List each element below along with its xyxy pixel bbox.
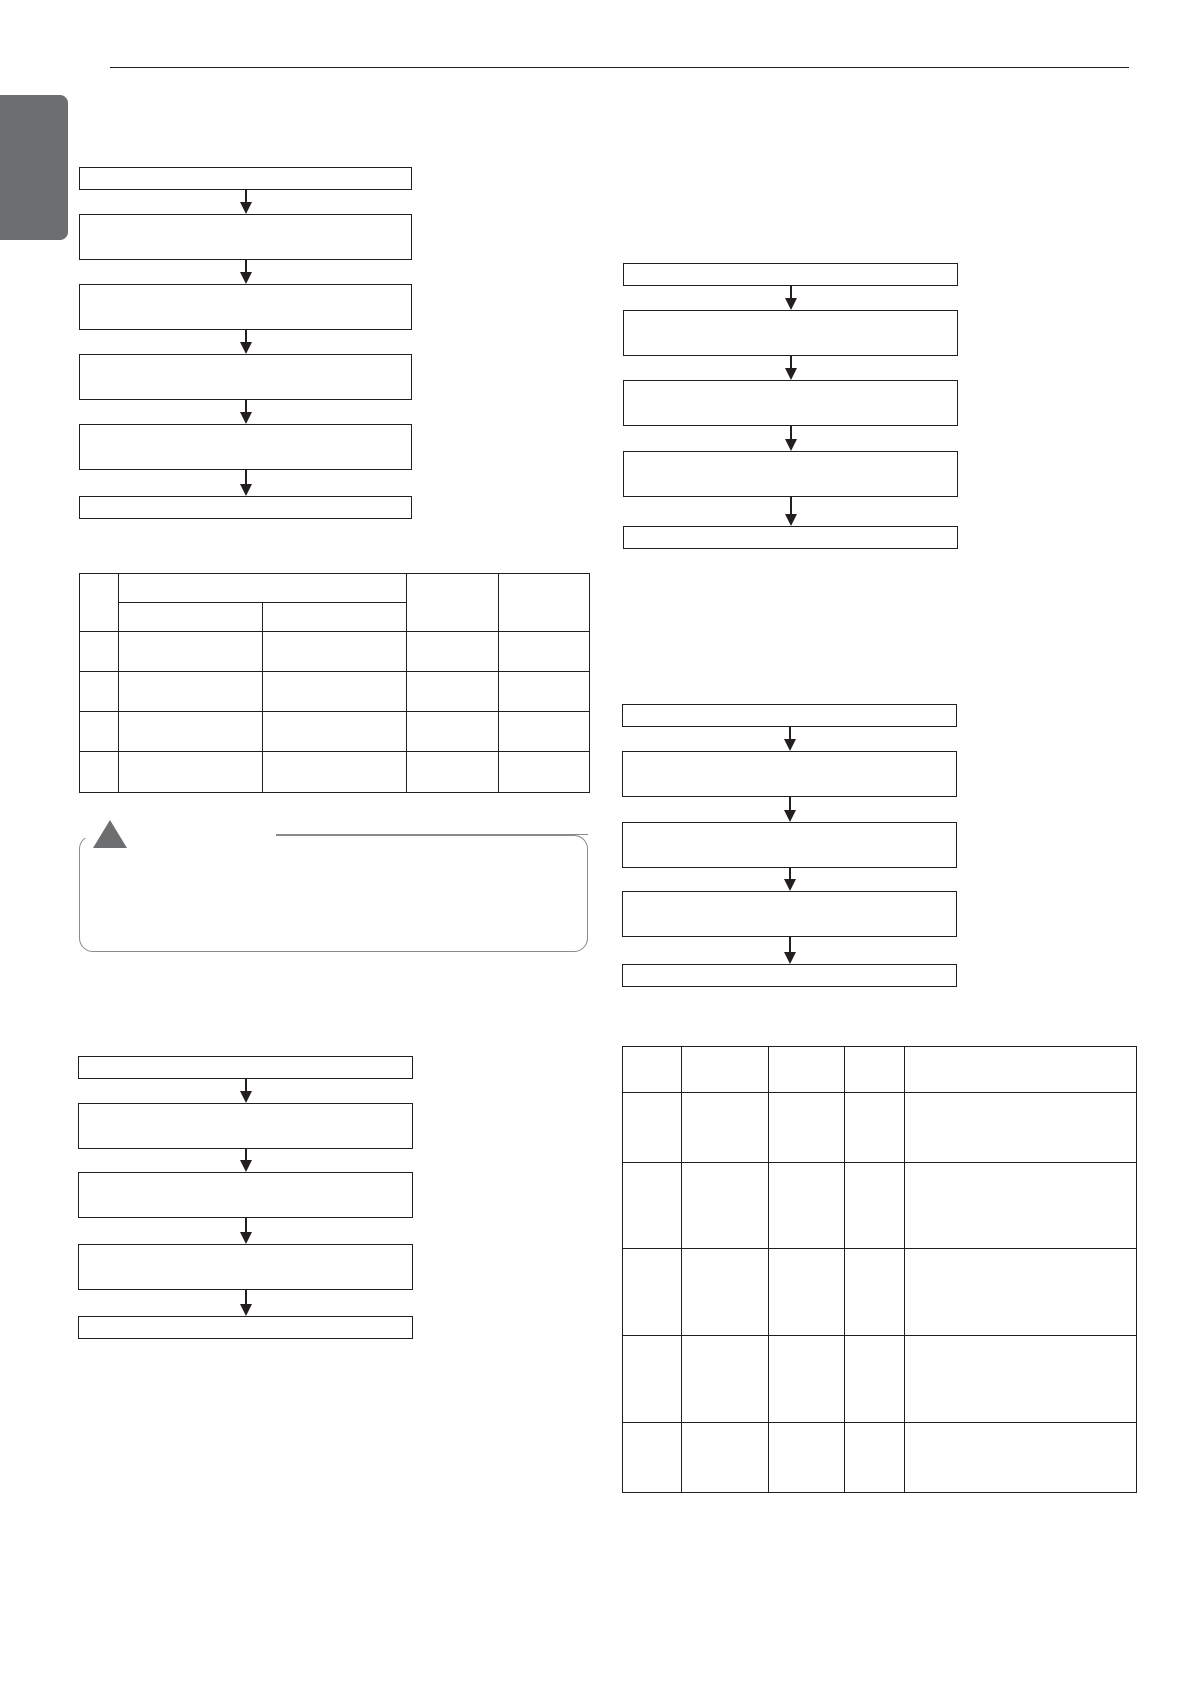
table-row: [80, 712, 590, 752]
flowchart-3: [623, 263, 958, 549]
flow-step: [623, 451, 958, 497]
flowchart-1: [79, 167, 412, 519]
table-right: [622, 1046, 1137, 1493]
table-row: [80, 752, 590, 793]
flow-arrow: [784, 356, 798, 380]
header-cell: [119, 603, 263, 632]
table-row: [623, 1163, 1137, 1249]
flow-step: [622, 891, 957, 937]
table-header-row: [80, 574, 590, 603]
header-rule: [110, 67, 1129, 68]
flow-arrow: [239, 260, 253, 284]
flow-step: [79, 354, 412, 400]
header-cell: [407, 574, 499, 632]
flow-arrow: [783, 727, 797, 751]
table-row: [623, 1423, 1137, 1493]
flow-step: [78, 1316, 413, 1339]
table-row: [80, 672, 590, 712]
caution-title-rule: [276, 834, 588, 835]
flow-arrow: [239, 470, 253, 496]
table-row: [80, 632, 590, 672]
table-header-row: [623, 1047, 1137, 1093]
section-tab: [0, 95, 68, 240]
warning-icon: [93, 820, 127, 848]
flow-step: [623, 526, 958, 549]
flow-step: [622, 964, 957, 987]
table-left: [79, 573, 590, 793]
flow-arrow: [783, 797, 797, 822]
flow-arrow: [239, 330, 253, 354]
flow-arrow: [239, 1218, 253, 1244]
flow-step: [78, 1172, 413, 1218]
flow-arrow: [784, 426, 798, 451]
flow-step: [622, 822, 957, 868]
flow-step: [623, 310, 958, 356]
flowchart-2: [78, 1056, 413, 1339]
flowchart-4: [622, 704, 957, 987]
header-cell: [263, 603, 407, 632]
flow-step: [623, 263, 958, 286]
table-row: [623, 1336, 1137, 1423]
flow-step: [78, 1244, 413, 1290]
header-cell: [499, 574, 590, 632]
flow-step: [79, 424, 412, 470]
flow-step: [79, 167, 412, 190]
flow-arrow: [784, 286, 798, 310]
flow-arrow: [783, 937, 797, 964]
flow-arrow: [239, 1290, 253, 1316]
flow-step: [78, 1103, 413, 1149]
flow-arrow: [239, 1149, 253, 1172]
flow-step: [78, 1056, 413, 1079]
flow-arrow: [784, 497, 798, 526]
flow-step: [79, 214, 412, 260]
header-cell: [119, 574, 407, 603]
table-row: [623, 1093, 1137, 1163]
flow-arrow: [239, 400, 253, 424]
flow-arrow: [239, 190, 253, 214]
flow-step: [622, 704, 957, 727]
header-cell: [80, 574, 119, 632]
flow-step: [79, 496, 412, 519]
caution-box: [79, 835, 588, 952]
flow-step: [79, 284, 412, 330]
flow-step: [622, 751, 957, 797]
flow-arrow: [239, 1079, 253, 1103]
flow-arrow: [783, 868, 797, 891]
flow-step: [623, 380, 958, 426]
table-row: [623, 1249, 1137, 1336]
